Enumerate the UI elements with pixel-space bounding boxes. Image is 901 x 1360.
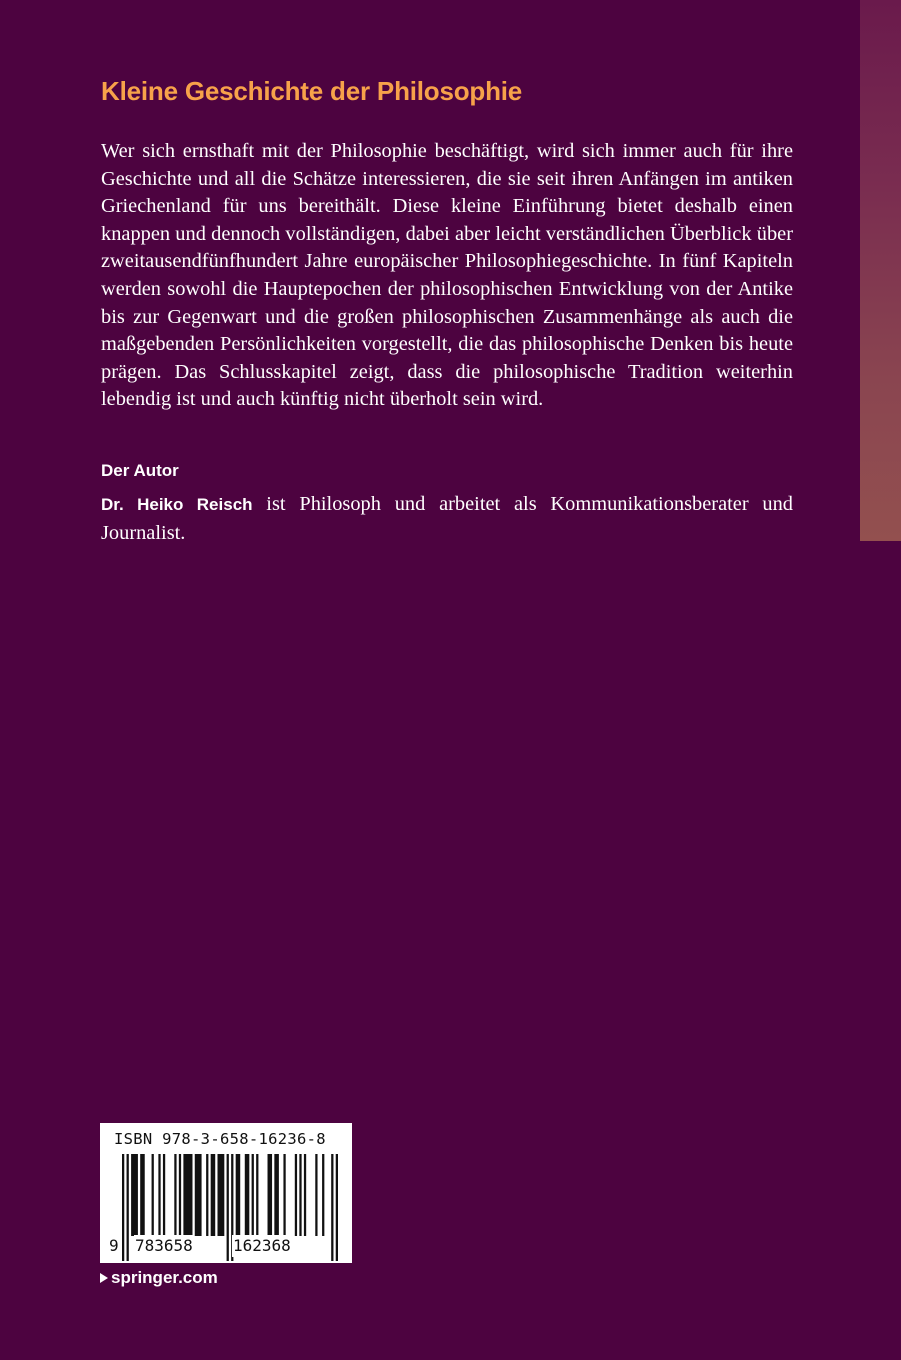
barcode-bar bbox=[163, 1154, 165, 1236]
barcode-bar bbox=[256, 1154, 258, 1236]
barcode-bar bbox=[252, 1154, 254, 1236]
barcode-bar bbox=[206, 1154, 208, 1236]
author-name: Dr. Heiko Reisch bbox=[101, 495, 253, 514]
barcode-bar bbox=[322, 1154, 324, 1236]
barcode-bar bbox=[236, 1154, 241, 1236]
barcode-bar bbox=[195, 1154, 202, 1236]
isbn-barcode bbox=[100, 1123, 352, 1263]
book-title: Kleine Geschichte der Philosophie bbox=[101, 76, 523, 106]
author-bio-text: ist Philosoph und arbeitet als Kommunikationsberater und Journalist. bbox=[101, 493, 793, 544]
barcode-bar bbox=[211, 1154, 216, 1236]
barcode-bar bbox=[304, 1154, 306, 1236]
barcode-bar bbox=[152, 1154, 154, 1236]
barcode-digits-left: 783658 bbox=[135, 1236, 193, 1255]
publisher-link-text: springer.com bbox=[111, 1268, 218, 1287]
barcode-bar bbox=[174, 1154, 176, 1236]
barcode-bar bbox=[245, 1154, 250, 1236]
barcode-bar bbox=[315, 1154, 317, 1236]
barcode-bar bbox=[183, 1154, 192, 1236]
cover-edge-strip bbox=[860, 0, 901, 541]
author-bio bbox=[101, 490, 793, 547]
barcode-bar bbox=[295, 1154, 297, 1236]
book-description: Wer sich ernsthaft mit der Philosophie beschäftigt, wird sich immer auch für ihre Geschichte und all die Schätze interessieren, die sie seit ihren Anfängen im antiken Griechenland für uns bereithält. Diese kleine Einführung bietet deshalb einen knappen und dennoch vollständigen, dabei aber leicht verständlichen Überblick über zweitausendfünfhundert Jahre europäischer Philosophiegeschichte. In fünf Kapiteln werden sowohl die Hauptepochen der philosophischen Entwicklung von der Antike bis zur Gegenwart und die großen philosophischen Zusammenhänge als auch die maßgebenden Persönlichkeiten vorgestellt, die das philosophische Denken bis heute prägen. Das Schlusskapitel zeigt, dass die philosophische Tradition weiterhin lebendig ist und auch künftig nicht überholt sein wird. bbox=[101, 140, 793, 411]
barcode-bar bbox=[217, 1154, 224, 1236]
barcode-digit-lead: 9 bbox=[109, 1236, 119, 1255]
barcode-digits bbox=[100, 1235, 352, 1261]
barcode-bar bbox=[140, 1154, 145, 1236]
author-heading: Der Autor bbox=[101, 461, 179, 480]
publisher-link[interactable] bbox=[100, 1268, 218, 1288]
barcode-digits-right: 162368 bbox=[233, 1236, 291, 1255]
barcode-bar bbox=[179, 1154, 181, 1236]
triangle-right-icon bbox=[100, 1268, 108, 1288]
barcode-bar bbox=[299, 1154, 301, 1236]
barcode-bar bbox=[274, 1154, 279, 1236]
barcode-bar bbox=[158, 1154, 160, 1236]
barcode-bar bbox=[131, 1154, 138, 1236]
isbn-label: ISBN 978-3-658-16236-8 bbox=[114, 1130, 326, 1148]
barcode-bar bbox=[268, 1154, 273, 1236]
barcode-bar bbox=[283, 1154, 285, 1236]
